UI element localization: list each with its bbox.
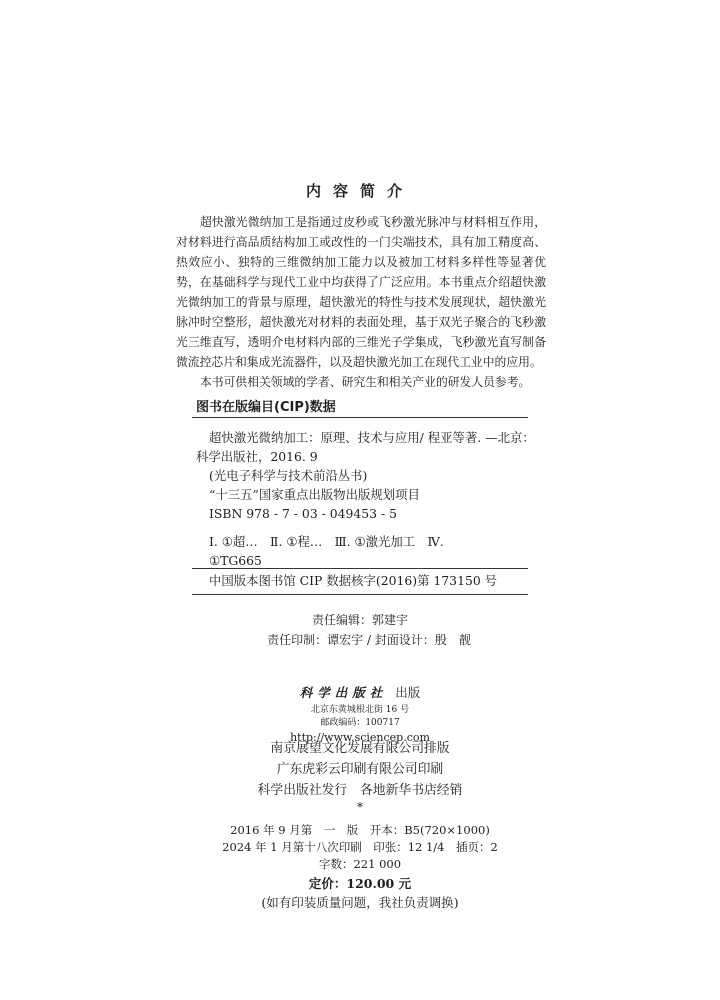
printer-info <box>0 738 720 801</box>
distributor-line: 科学出版社发行 各地新华书店经销 <box>257 783 463 798</box>
price: 定价：120.00 元 <box>308 876 412 891</box>
summary-title: 内容简介 <box>305 182 414 200</box>
edition-line: 2016 年 9 月第 一 版 开本：B5(720×1000) <box>230 823 490 837</box>
quality-notice: (如有印装质量问题，我社负责调换) <box>261 895 459 910</box>
cip-title-line: 超快激光微纳加工：原理、技术与应用/ 程亚等著. —北京： <box>209 430 535 445</box>
publisher-url: http://www.sciencep.com <box>290 731 430 744</box>
printer-line: 广东虎彩云印刷有限公司印刷 <box>276 762 444 777</box>
publisher-suffix: 出版 <box>395 685 421 700</box>
cip-bottom-rule <box>192 594 528 595</box>
publisher-block <box>0 682 720 746</box>
cip-footer-block <box>196 571 532 590</box>
word-count-line: 字数：221 000 <box>318 857 402 871</box>
cip-isbn-line: ISBN 978 - 7 - 03 - 049453 - 5 <box>209 506 398 521</box>
printing-line: 2024 年 1 月第十八次印刷 印张：12 1/4 插页：2 <box>222 840 498 854</box>
separator-star: * <box>357 800 363 814</box>
cip-middle-rule <box>192 568 528 569</box>
publisher-postcode: 邮政编码：100717 <box>320 718 400 728</box>
summary-paragraph: 本书可供相关领域的学者、研究生和相关产业的研发人员参考。 <box>200 375 531 389</box>
cip-classification-code: ①TG665 <box>209 553 262 568</box>
credits <box>0 610 720 650</box>
cip-publisher-line: 科学出版社，2016. 9 <box>196 449 318 464</box>
cip-footer: 中国版本图书馆 CIP 数据核字(2016)第 173150 号 <box>209 573 498 588</box>
cip-classification-line: Ⅰ. ①超… Ⅱ. ①程… Ⅲ. ①激光加工 Ⅳ. <box>209 534 444 549</box>
summary-section <box>176 212 546 392</box>
production-credit: 责任印制：谭宏宇 / 封面设计：殷 靓 <box>267 633 471 647</box>
cip-record <box>196 428 535 570</box>
publisher-logo-name: 科学出版社 <box>299 685 388 700</box>
editor-credit: 责任编辑：郭建宇 <box>311 613 408 627</box>
cip-project-line: “十三五”国家重点出版物出版规划项目 <box>209 487 420 502</box>
cip-heading: 图书在版编目(CIP)数据 <box>196 400 336 415</box>
cip-top-rule <box>192 417 528 418</box>
typesetter-line: 南京展望文化发展有限公司排版 <box>270 741 450 756</box>
summary-paragraph: 超快激光微纳加工是指通过皮秒或飞秒激光脉冲与材料相互作用，对材料进行高品质结构加工或改性的一门尖端技术，具有加工精度高、热效应小、独特的三维微纳加工能力以及被加工材料多样性等显著优势，在基础科学与现代工业中均获得了广泛应用。本书重点介绍超快激光微纳加工的背景与原理，超快激光的特性与技术发展现状，超快激光脉冲时空整形，超快激光对材料的表面处理，基于双光子聚合的飞秒激光三维直写，透明介电材料内部的三维光子学集成，飞秒激光直写制备微流控芯片和集成光流器件，以及超快激光加工在现代工业中的应用。 <box>176 215 546 369</box>
publisher-address: 北京东黄城根北街 16 号 <box>310 705 410 715</box>
edition-info <box>0 822 720 873</box>
cip-series-line: (光电子科学与技术前沿丛书) <box>209 468 368 483</box>
